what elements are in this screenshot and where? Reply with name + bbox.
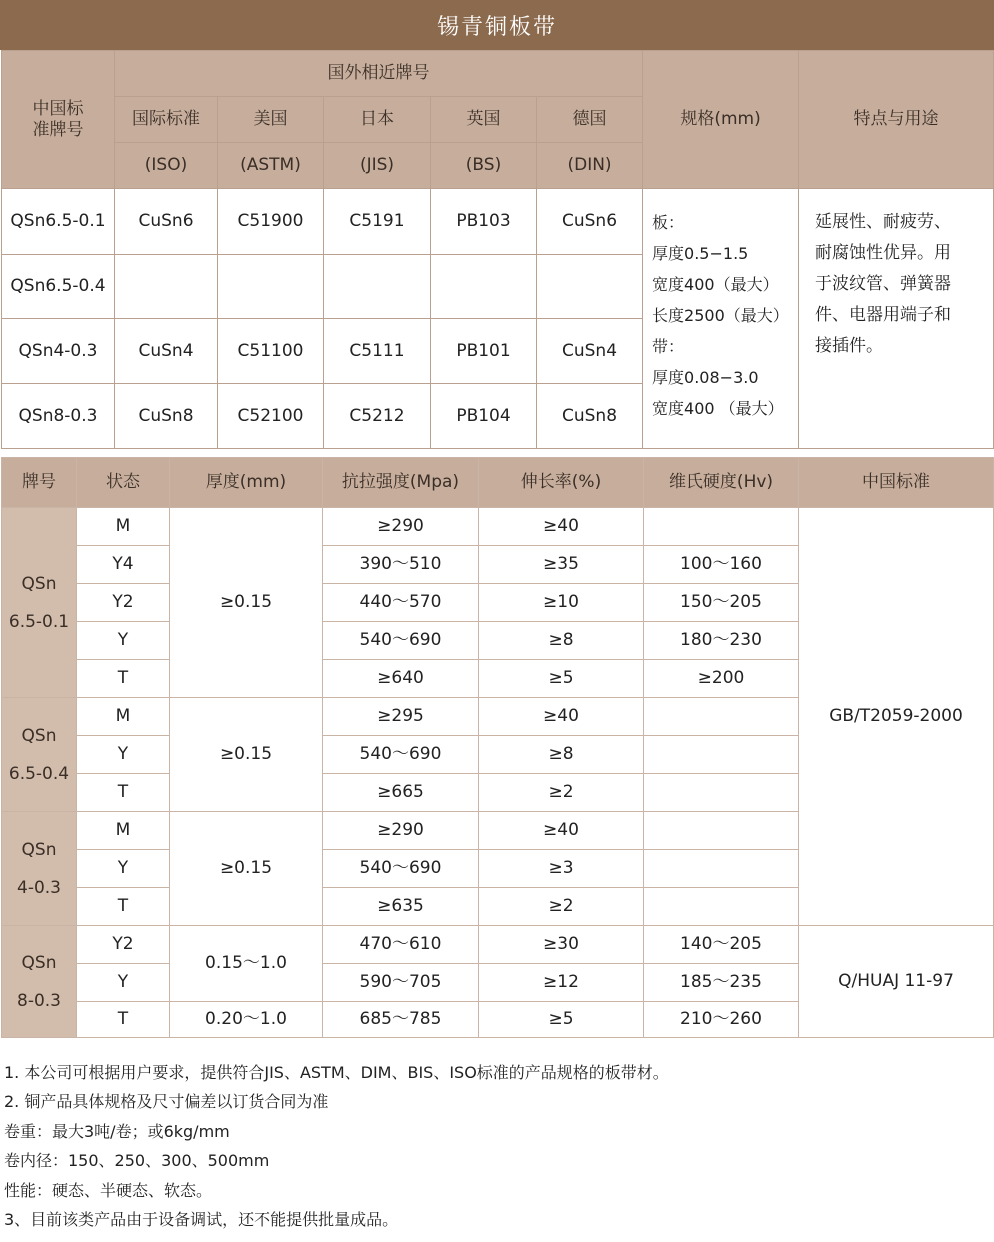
iso-cell: CuSn8	[115, 384, 218, 449]
elongation-cell: ≥5	[479, 1002, 644, 1038]
grade-line1: QSn	[21, 725, 57, 746]
hardness-cell	[644, 888, 799, 926]
header-jis-code: (JIS)	[324, 143, 431, 189]
state-cell: Y4	[77, 546, 170, 584]
tensile-cell: 540～690	[323, 736, 479, 774]
din-cell: CuSn8	[537, 384, 643, 449]
header-cn-standard-grade	[2, 51, 115, 189]
note-line: 3、目前该类产品由于设备调试，还不能提供批量成品。	[4, 1209, 399, 1229]
note-line: 1. 本公司可根据用户要求，提供符合JIS、ASTM、DIM、BIS、ISO标准的产品规格的板带材。	[4, 1063, 669, 1082]
hardness-cell: 180～230	[644, 622, 799, 660]
tensile-cell: ≥295	[323, 698, 479, 736]
tensile-cell: 685～785	[323, 1002, 479, 1038]
note-line: 性能：硬态、半硬态、软态。	[4, 1180, 213, 1200]
tensile-cell: 390～510	[323, 546, 479, 584]
use-line: 接插件。	[815, 336, 884, 356]
state-cell: T	[77, 888, 170, 926]
header-grade: 牌号	[2, 458, 77, 508]
grade-cell: QSn6.5-0.4	[2, 255, 115, 319]
astm-cell: C52100	[218, 384, 324, 449]
hardness-cell: 185～235	[644, 964, 799, 1002]
grade-cell	[2, 926, 77, 1038]
header-hardness: 维氏硬度(Hv)	[644, 458, 799, 508]
header-cn-standard-line1: 中国标	[32, 99, 84, 120]
table-row	[2, 926, 994, 964]
standard-cell: Q/HUAJ 11-97	[799, 926, 994, 1038]
grade-line2: 4-0.3	[17, 877, 61, 898]
grade-line2: 6.5-0.4	[8, 763, 70, 784]
page-title: 锡青铜板带	[0, 0, 994, 50]
grade-line2: 6.5-0.1	[8, 611, 70, 632]
state-cell: Y2	[77, 926, 170, 964]
header-use: 特点与用途	[799, 51, 994, 189]
tensile-cell: 540～690	[323, 622, 479, 660]
grade-cell	[2, 812, 77, 926]
grade-line1: QSn	[21, 573, 57, 594]
astm-cell: C51900	[218, 189, 324, 255]
hardness-cell	[644, 508, 799, 546]
spec-line: 厚度0.08−3.0	[652, 368, 759, 387]
grade-cell: QSn8-0.3	[2, 384, 115, 449]
use-cell	[799, 189, 994, 449]
mechanical-properties-table	[1, 457, 994, 1038]
header-din-code: (DIN)	[537, 143, 643, 189]
grade-cell: QSn4-0.3	[2, 319, 115, 384]
header-spec: 规格(mm)	[643, 51, 799, 189]
state-cell: M	[77, 812, 170, 850]
state-cell: M	[77, 698, 170, 736]
din-cell	[537, 255, 643, 319]
table-header-row	[2, 458, 994, 508]
header-tensile: 抗拉强度(Mpa)	[323, 458, 479, 508]
header-iso-name: 国际标准	[115, 97, 218, 143]
tensile-cell: ≥665	[323, 774, 479, 812]
elongation-cell: ≥35	[479, 546, 644, 584]
state-cell: Y	[77, 850, 170, 888]
spec-line: 板：	[652, 213, 685, 232]
hardness-cell: 210～260	[644, 1002, 799, 1038]
header-bs-code: (BS)	[431, 143, 537, 189]
note-line: 卷内径：150、250、300、500mm	[4, 1151, 270, 1171]
hardness-cell: 150～205	[644, 584, 799, 622]
elongation-cell: ≥8	[479, 622, 644, 660]
state-cell: Y	[77, 736, 170, 774]
use-line: 耐腐蚀性优异。用	[815, 243, 952, 263]
spec-line: 宽度400 （最大）	[652, 399, 784, 418]
jis-cell: C5191	[324, 189, 431, 255]
grade-line1: QSn	[21, 839, 57, 860]
state-cell: T	[77, 660, 170, 698]
thickness-cell: ≥0.15	[170, 508, 323, 698]
jis-cell: C5111	[324, 319, 431, 384]
elongation-cell: ≥40	[479, 508, 644, 546]
hardness-cell	[644, 698, 799, 736]
hardness-cell: 100～160	[644, 546, 799, 584]
hardness-cell	[644, 812, 799, 850]
spec-line: 带：	[652, 337, 685, 356]
thickness-cell: 0.15～1.0	[170, 926, 323, 1002]
elongation-cell: ≥40	[479, 812, 644, 850]
grade-line1: QSn	[21, 952, 57, 973]
astm-cell	[218, 255, 324, 319]
din-cell: CuSn6	[537, 189, 643, 255]
astm-cell: C51100	[218, 319, 324, 384]
note-line: 卷重：最大3吨/卷；或6kg/mm	[4, 1121, 230, 1141]
state-cell: T	[77, 774, 170, 812]
hardness-cell: ≥200	[644, 660, 799, 698]
use-line: 延展性、耐疲劳、	[815, 212, 952, 232]
iso-cell	[115, 255, 218, 319]
header-foreign-equivalent: 国外相近牌号	[115, 51, 643, 97]
grade-reference-table	[1, 50, 994, 449]
din-cell: CuSn4	[537, 319, 643, 384]
elongation-cell: ≥10	[479, 584, 644, 622]
tensile-cell: 590～705	[323, 964, 479, 1002]
grade-cell	[2, 698, 77, 812]
tensile-cell: ≥635	[323, 888, 479, 926]
standard-cell: GB/T2059-2000	[799, 508, 994, 926]
use-line: 件、电器用端子和	[815, 305, 952, 325]
header-iso-code: (ISO)	[115, 143, 218, 189]
tensile-cell: 470～610	[323, 926, 479, 964]
state-cell: T	[77, 1002, 170, 1038]
grade-line2: 8-0.3	[17, 990, 61, 1011]
bs-cell: PB103	[431, 189, 537, 255]
grade-cell	[2, 508, 77, 698]
header-astm-code: (ASTM)	[218, 143, 324, 189]
state-cell: Y	[77, 622, 170, 660]
elongation-cell: ≥2	[479, 888, 644, 926]
bs-cell: PB104	[431, 384, 537, 449]
spec-line: 长度2500（最大）	[652, 306, 789, 325]
header-state: 状态	[77, 458, 170, 508]
elongation-cell: ≥12	[479, 964, 644, 1002]
tensile-cell: ≥290	[323, 812, 479, 850]
header-astm-name: 美国	[218, 97, 324, 143]
hardness-cell: 140～205	[644, 926, 799, 964]
iso-cell: CuSn4	[115, 319, 218, 384]
elongation-cell: ≥8	[479, 736, 644, 774]
jis-cell: C5212	[324, 384, 431, 449]
elongation-cell: ≥30	[479, 926, 644, 964]
tensile-cell: ≥290	[323, 508, 479, 546]
thickness-cell: 0.20～1.0	[170, 1002, 323, 1038]
hardness-cell	[644, 736, 799, 774]
elongation-cell: ≥3	[479, 850, 644, 888]
header-jis-name: 日本	[324, 97, 431, 143]
elongation-cell: ≥5	[479, 660, 644, 698]
state-cell: Y2	[77, 584, 170, 622]
bs-cell	[431, 255, 537, 319]
table-row	[2, 189, 994, 255]
hardness-cell	[644, 774, 799, 812]
header-din-name: 德国	[537, 97, 643, 143]
header-thickness: 厚度(mm)	[170, 458, 323, 508]
table-row	[2, 508, 994, 546]
header-elongation: 伸长率(%)	[479, 458, 644, 508]
notes	[4, 1058, 989, 1234]
elongation-cell: ≥2	[479, 774, 644, 812]
note-line: 2. 铜产品具体规格及尺寸偏差以订货合同为准	[4, 1092, 329, 1112]
grade-cell: QSn6.5-0.1	[2, 189, 115, 255]
state-cell: M	[77, 508, 170, 546]
header-bs-name: 英国	[431, 97, 537, 143]
elongation-cell: ≥40	[479, 698, 644, 736]
state-cell: Y	[77, 964, 170, 1002]
header-cn-standard-line2: 准牌号	[32, 119, 84, 140]
jis-cell	[324, 255, 431, 319]
thickness-cell: ≥0.15	[170, 698, 323, 812]
use-line: 于波纹管、弹簧器	[815, 274, 952, 294]
tensile-cell: 540～690	[323, 850, 479, 888]
tensile-cell: 440～570	[323, 584, 479, 622]
spec-line: 厚度0.5−1.5	[652, 244, 749, 263]
spec-cell	[643, 189, 799, 449]
hardness-cell	[644, 850, 799, 888]
header-cn-standard: 中国标准	[799, 458, 994, 508]
thickness-cell: ≥0.15	[170, 812, 323, 926]
iso-cell: CuSn6	[115, 189, 218, 255]
tensile-cell: ≥640	[323, 660, 479, 698]
spec-line: 宽度400（最大）	[652, 275, 779, 294]
bs-cell: PB101	[431, 319, 537, 384]
